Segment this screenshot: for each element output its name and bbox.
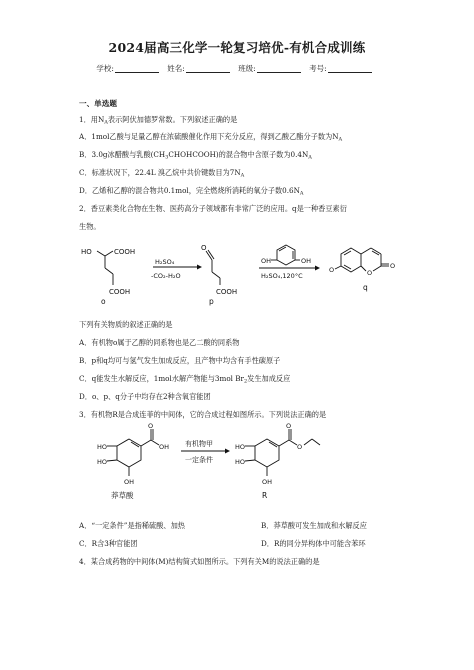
q3-reagent-bottom: 一定条件 [185,456,213,464]
q-carbonyl-o: O [390,262,396,270]
p-aldehyde-o: O [201,244,207,252]
q3-option-a[interactable]: A．“一定条件”是指稀硫酸、加热 [79,521,185,530]
q3-reagent-top: 有机物甲 [185,440,213,448]
q3-reaction-scheme [79,424,379,519]
q1-c-sub: A [240,172,245,179]
resorcinol-oh-right: OH [301,257,312,265]
q2-c-sub: 2 [243,378,248,385]
q1-d-sub: A [299,190,304,197]
q-ring-o: O [367,269,373,277]
page-title: 2024届高三化学一轮复习培优-有机合成训练 [108,40,366,55]
q1-b-mid: CHOHCOOH)的混合物中含原子数为0.4N [168,150,309,159]
arrow1-condition-bottom: -CO₂-H₂O [151,272,181,280]
compound-q-structure [329,248,395,292]
r-oh-bottom: OH [262,478,273,486]
q3-stem: 3．有机物R是合成连菲的中间体，它的合成过程如图所示。下列说法正确的是 [79,410,327,419]
q1-a-sub: A [338,136,343,143]
p-cooh: COOH [216,288,238,296]
class-label: 班级: [238,64,256,73]
q2-stem-line1: 2．香豆素类化合物在生物、医药高分子领域都有非常广泛的应用。q是一种香豆素衍 [79,204,347,213]
q1-stem [79,115,237,128]
number-label: 考号: [309,64,327,73]
q1-a-text: A．1mol乙酸与足量乙醇在浓硫酸催化作用下充分反应，得到乙酸乙酯分子数为N [79,132,339,141]
shikimic-ho-mid: HO [97,458,108,466]
q3-option-c[interactable]: C．R含3种官能团 [79,539,138,548]
compound-r-name: R [262,491,268,500]
q1-option-c[interactable] [79,168,244,181]
q2-option-c[interactable] [79,374,290,387]
q3-option-d[interactable]: D．R的同分异构体中可能含苯环 [261,539,366,548]
r-ho-mid: HO [235,458,246,466]
compound-r-structure [235,422,320,500]
number-blank[interactable] [328,64,372,73]
name-blank[interactable] [186,64,230,73]
school-label: 学校: [96,64,114,73]
reaction-arrow-2 [259,245,320,280]
q1-b-sub2: A [308,154,312,161]
o-cooh-bottom: COOH [109,288,131,296]
resorcinol-oh-left: OH [261,257,272,265]
compound-p-structure [201,244,237,306]
shikimic-carbonyl-o: O [148,422,154,430]
q1-option-b[interactable] [79,150,312,163]
q1-c-text: C．标准状况下，22.4L 溴乙烷中共价键数目为7N [79,168,241,177]
o-ho-label: HO [81,248,92,256]
shikimic-acid-oh: OH [159,443,170,451]
q1-option-d[interactable] [79,186,303,199]
q-label: q [363,283,368,292]
reaction-arrow-1 [151,258,202,280]
shikimic-oh-bottom: OH [124,478,135,486]
r-ho-top: HO [235,443,246,451]
q2-c-text: C．q能发生水解反应，1mol水解产物能与3mol Br [79,374,244,383]
q2-option-b[interactable]: B．p和q均可与氢气发生加成反应，且产物中均含有手性碳原子 [79,356,281,365]
shikimic-acid-structure [97,422,169,500]
compound-o-structure [81,248,135,306]
section-heading: 一、单选题 [79,99,117,108]
p-label: p [209,297,214,306]
r-ester-o: O [297,443,303,451]
q3-option-b[interactable]: B．莽草酸可发生加成和水解反应 [261,521,367,530]
o-label: o [101,297,106,306]
q-hydroxy-o: O [329,266,335,274]
q1-d-text: D．乙烯和乙醇的混合物共0.1mol，完全燃烧所消耗的氧分子数0.6N [79,186,300,195]
name-label: 姓名: [167,64,185,73]
q2-stem-line2: 生物。 [79,222,101,231]
q4-stem: 4．某合成药物的中间体(M)结构简式如图所示。下列有关M的说法正确的是 [79,557,320,566]
q1-stem-sub: A [104,119,108,126]
q2-lead: 下列有关物质的叙述正确的是 [79,320,173,329]
class-blank[interactable] [257,64,301,73]
q2-option-a[interactable]: A．有机物o属于乙醇的同系物也是乙二酸的同系物 [79,338,240,347]
shikimic-acid-name: 莽草酸 [111,491,134,500]
arrow1-condition-top: H₂SO₄ [155,258,175,266]
q2-c-tail: 发生加成反应 [247,374,291,383]
q1-b-sub1: 3 [165,154,169,161]
school-blank[interactable] [115,64,159,73]
q2-option-d[interactable]: D．o、p、q分子中均存在2种含氧官能团 [79,392,211,401]
o-cooh-top: COOH [114,248,136,256]
shikimic-ho-top: HO [97,443,108,451]
q1-b-text: B．3.0g冰醋酸与乳酸(CH [79,150,166,159]
q2-reaction-scheme [79,238,409,308]
q1-option-a[interactable] [79,132,342,145]
q3-reaction-arrow [181,439,230,464]
q1-stem-tail: 表示阿伏加德罗常数。下列叙述正确的是 [107,115,238,124]
student-info-row [0,63,474,74]
r-carbonyl-o: O [286,422,292,430]
q1-stem-text: 1．用N [79,115,105,124]
arrow2-condition-bottom: H₂SO₄,120°C [261,272,303,280]
